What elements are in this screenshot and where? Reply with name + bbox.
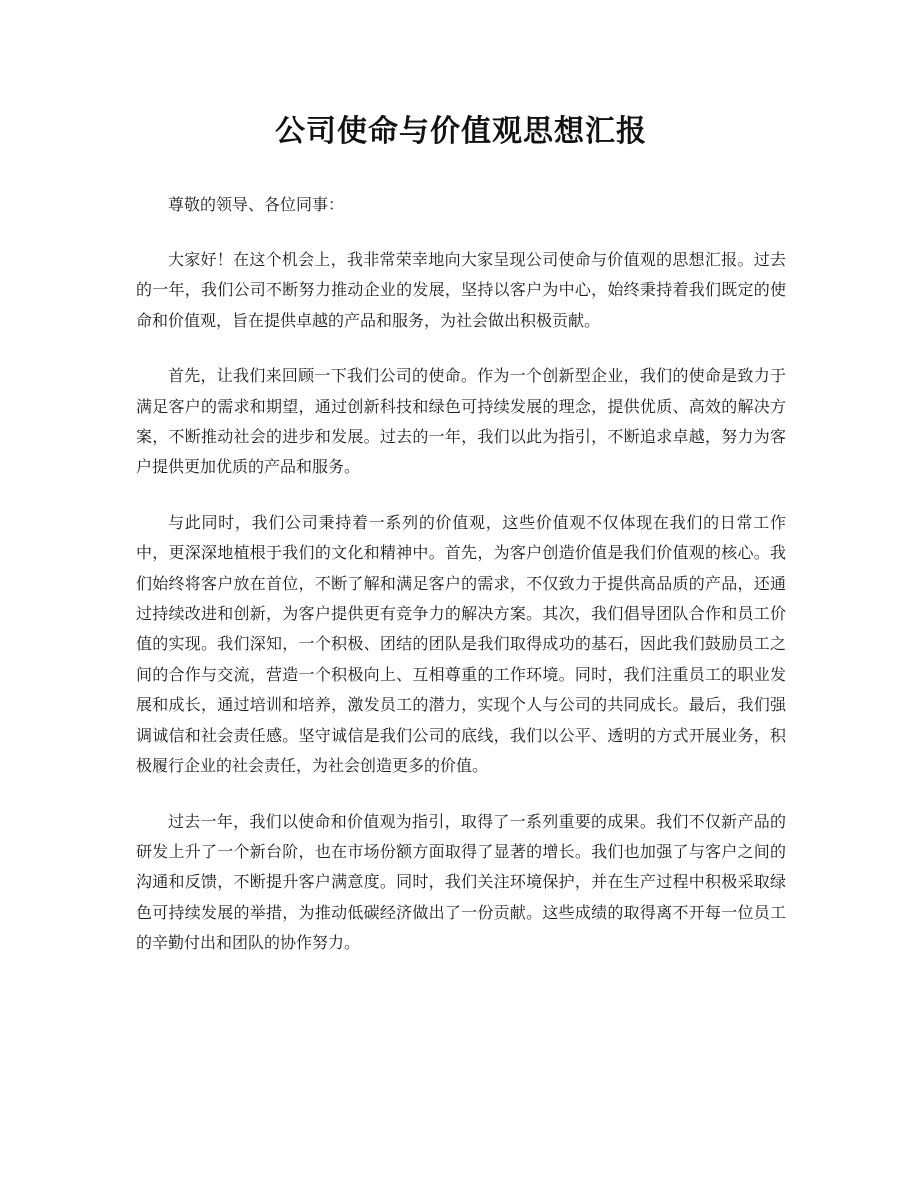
paragraph-3: 与此同时，我们公司秉持着一系列的价值观，这些价值观不仅体现在我们的日常工作中，更深深地植根于我们的文化和精神中。首先，为客户创造价值是我们价值观的核心。我们始终将客户放在首位，不断了解和满足客户的需求，不仅致力于提供高品质的产品，还通过持续改进和创新，为客户提供更有竞争力的解决方案。其次，我们倡导团队合作和员工价值的实现。我们深知，一个积极、团结的团队是我们取得成功的基石，因此我们鼓励员工之间的合作与交流，营造一个积极向上、互相尊重的工作环境。同时，我们注重员工的职业发展和成长，通过培训和培养，激发员工的潜力，实现个人与公司的共同成长。最后，我们强调诚信和社会责任感。坚守诚信是我们公司的底线，我们以公平、透明的方式开展业务，积极履行企业的社会责任，为社会创造更多的价值。 — [136, 512, 786, 776]
document-page — [136, 0, 786, 1191]
document-title: 公司使命与价值观思想汇报 — [275, 114, 647, 149]
paragraph-1: 大家好！在这个机会上，我非常荣幸地向大家呈现公司使命与价值观的思想汇报。过去的一年，我们公司不断努力推动企业的发展，坚持以客户为中心，始终秉持着我们既定的使命和价值观，旨在提供卓越的产品和服务，为社会做出积极贡献。 — [136, 250, 786, 330]
paragraph-4: 过去一年，我们以使命和价值观为指引，取得了一系列重要的成果。我们不仅新产品的研发上升了一个新台阶，也在市场份额方面取得了显著的增长。我们也加强了与客户之间的沟通和反馈，不断提升客户满意度。同时，我们关注环境保护，并在生产过程中积极采取绿色可持续发展的举措，为推动低碳经济做出了一份贡献。这些成绩的取得离不开每一位员工的辛勤付出和团队的协作努力。 — [136, 811, 786, 953]
paragraph-2: 首先，让我们来回顾一下我们公司的使命。作为一个创新型企业，我们的使命是致力于满足客户的需求和期望，通过创新科技和绿色可持续发展的理念，提供优质、高效的解决方案，不断推动社会的进步和发展。过去的一年，我们以此为指引，不断追求卓越，努力为客户提供更加优质的产品和服务。 — [136, 366, 786, 477]
salutation: 尊敬的领导、各位同事： — [168, 195, 345, 214]
